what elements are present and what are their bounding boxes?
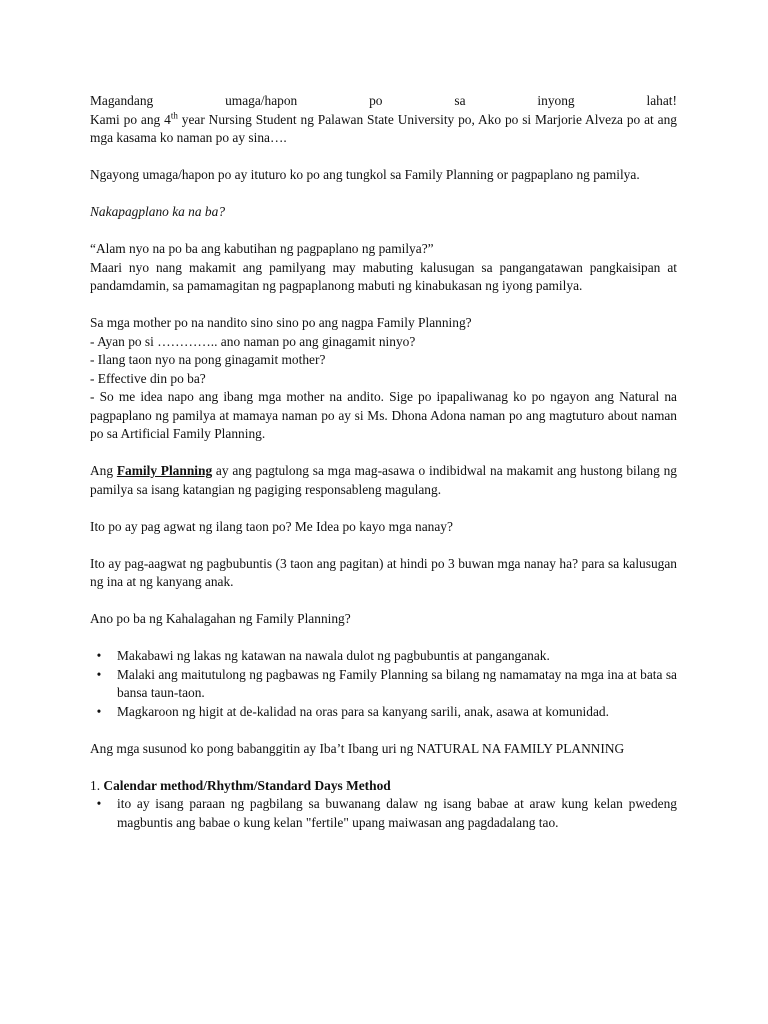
definition-paragraph: Ang Family Planning ay ang pagtulong sa mga mag-asawa o indibidwal na makamit ang hustong bilang ng pamilya sa isang katangian ng pagiging responsableng magulang. bbox=[90, 463, 677, 497]
mothers-line-5: - So me idea napo ang ibang mga mother na andito. Sige po ipapaliwanag ko po ngayon ang Natural na pagpaplano ng pamilya at mamaya naman po ay si Ms. Dhona Adona naman po ang magtuturo about naman po sa Artificial Family Planning. bbox=[90, 389, 677, 441]
benefits-question: “Alam nyo na po ba ang kabutihan ng pagpaplano ng pamilya?” bbox=[90, 241, 434, 256]
topic-paragraph: Ngayong umaga/hapon po ay ituturo ko po ang tungkol sa Family Planning or pagpaplano ng pamilya. bbox=[90, 167, 640, 182]
list-item: • Makabawi ng lakas ng katawan na nawala dulot ng pagbubuntis at panganganak. bbox=[90, 647, 677, 666]
method-title: Calendar method/Rhythm/Standard Days Method bbox=[103, 777, 391, 793]
list-item: • Magkaroon ng higit at de-kalidad na oras para sa kanyang sarili, anak, asawa at komunidad. bbox=[90, 703, 677, 722]
method-number: 1. bbox=[90, 777, 101, 793]
list-item: • ito ay isang paraan ng pagbilang sa buwanang dalaw ng isang babae at araw kung kelan pwedeng magbuntis ang babae o kung kelan "fertile" upang maiwasan ang pagdadalang tao. bbox=[90, 795, 677, 832]
bullet-icon: • bbox=[96, 703, 102, 719]
bullet-icon: • bbox=[96, 666, 102, 682]
importance-list bbox=[90, 647, 677, 721]
mothers-paragraph bbox=[90, 314, 677, 444]
bullet-icon: • bbox=[96, 796, 102, 811]
importance-question: Ano po ba ng Kahalagahan ng Family Planning? bbox=[90, 611, 351, 626]
question-heading: Nakapagplano ka na ba? bbox=[90, 204, 226, 219]
introduction-line: Kami po ang 4th year Nursing Student ng Palawan State University po, Ako po si Marjorie Alveza po at ang mga kasama ko naman po ay sina…. bbox=[90, 110, 678, 145]
method-1-heading bbox=[90, 777, 677, 796]
document-page bbox=[90, 92, 677, 832]
bullet-icon: • bbox=[96, 648, 102, 663]
mothers-line-2: - Ayan po si ………….. ano naman po ang ginagamit ninyo? bbox=[90, 333, 416, 349]
method-1-list bbox=[90, 795, 677, 832]
benefits-answer: Maari nyo nang makamit ang pamilyang may mabuting kalusugan sa pangangatawan pangkaisipan at pandamdamin, sa pamamagitan ng pagpaplanong mabuti ng kinabukasan ng iyong pamilya. bbox=[90, 259, 677, 293]
spacing-question: Ito po ay pag agwat ng ilang taon po? Me Idea po kayo mga nanay? bbox=[90, 518, 453, 534]
family-planning-term: Family Planning bbox=[116, 463, 213, 478]
mothers-line-4: - Effective din po ba? bbox=[90, 370, 206, 386]
greeting-paragraph bbox=[90, 92, 677, 148]
list-item: • Malaki ang maitutulong ng pagbawas ng Family Planning sa bilang ng namamatay na mga ina at bata sa bansa taun-taon. bbox=[90, 666, 677, 703]
greeting-line: Magandang umaga/hapon po sa inyong lahat! bbox=[90, 93, 677, 108]
natural-methods-intro: Ang mga susunod ko pong babanggitin ay Iba’t Ibang uri ng NATURAL NA FAMILY PLANNING bbox=[90, 740, 625, 756]
spacing-answer: Ito ay pag-aagwat ng pagbubuntis (3 taon ang pagitan) at hindi po 3 buwan mga nanay ha? para sa kalusugan ng ina at ng kanyang anak. bbox=[90, 555, 677, 589]
benefits-paragraph bbox=[90, 240, 677, 296]
mothers-line-3: - Ilang taon nyo na pong ginagamit mother? bbox=[90, 352, 326, 367]
mothers-question: Sa mga mother po na nandito sino sino po ang nagpa Family Planning? bbox=[90, 315, 472, 330]
